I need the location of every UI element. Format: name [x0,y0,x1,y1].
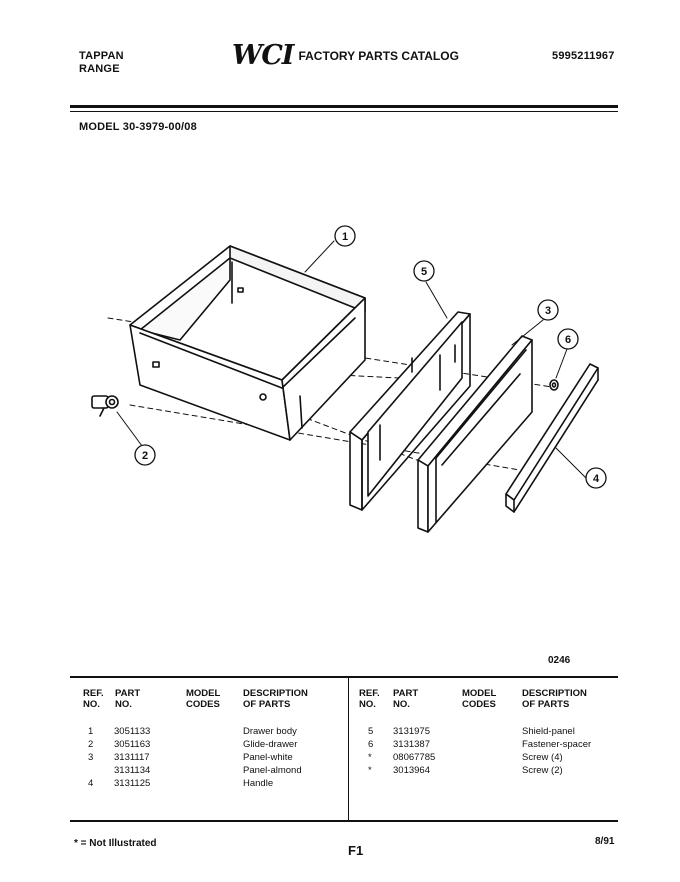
table-cell: 3013964 [393,765,430,776]
header-description: DESCRIPTION OF PARTS [243,688,308,710]
table-divider [348,678,349,820]
table-cell: 3131134 [114,765,151,776]
table-cell: 3051163 [114,739,151,750]
left-ref-column [88,725,93,790]
header-description-right: DESCRIPTION OF PARTS [522,688,587,710]
wci-logo: WCI [232,40,294,71]
table-cell: Screw (4) [522,752,563,763]
header-ref: REF. NO. [83,688,104,710]
model-number: MODEL 30-3979-00/08 [79,121,197,133]
table-cell: 3131387 [393,739,430,750]
product-type: RANGE [79,63,120,75]
table-cell: Fastener-spacer [522,739,592,750]
header-model-codes: MODEL CODES [186,688,221,710]
callout-label-3: 3 [544,305,552,317]
page-number: F1 [348,843,364,858]
manufacturer-name: TAPPAN [79,50,124,62]
callout-label-4: 4 [592,473,600,485]
table-bottom-rule [70,820,618,822]
glide-drawer-part [92,396,118,416]
revision-date: 8/91 [595,836,615,847]
header-part-no-right: PART NO. [393,688,419,710]
table-cell: 3051133 [114,726,151,737]
table-top-rule [70,676,618,678]
table-cell: 3131125 [114,778,151,789]
right-ref-column [368,725,373,777]
table-cell: Handle [243,778,274,789]
table-cell: 6 [368,739,374,750]
left-desc-column [243,725,302,790]
fastener-spacer-part [550,380,558,390]
table-cell [88,764,93,777]
table-cell: * [368,765,372,776]
table-cell: 1 [88,726,94,737]
table-cell: Glide-drawer [243,739,298,750]
footnote-not-illustrated: * = Not Illustrated [74,838,157,849]
table-cell: 3 [88,752,94,763]
right-part-column [393,725,435,777]
right-desc-column [522,725,591,777]
table-cell: 08067785 [393,752,436,763]
table-cell: Shield-panel [522,726,575,737]
table-cell: 3131975 [393,726,430,737]
table-cell: Screw (2) [522,765,563,776]
table-cell: 5 [368,726,374,737]
header-ref-right: REF. NO. [359,688,380,710]
callout-label-5: 5 [420,266,428,278]
table-cell: * [368,752,372,763]
header-part-no: PART NO. [115,688,141,710]
header-model-codes-right: MODEL CODES [462,688,497,710]
table-cell: 3131117 [114,752,150,763]
callout-label-2: 2 [141,450,149,462]
figure-code: 0246 [548,655,571,666]
table-cell: Panel-white [243,752,293,763]
table-cell: Drawer body [243,726,297,737]
left-part-column [114,725,150,790]
callout-label-6: 6 [564,334,572,346]
catalog-number: 5995211967 [552,50,615,62]
catalog-title: FACTORY PARTS CATALOG [298,48,459,63]
callout-label-1: 1 [341,231,349,243]
table-cell: 2 [88,739,94,750]
table-cell: Panel-almond [243,765,302,776]
table-cell: 4 [88,778,94,789]
